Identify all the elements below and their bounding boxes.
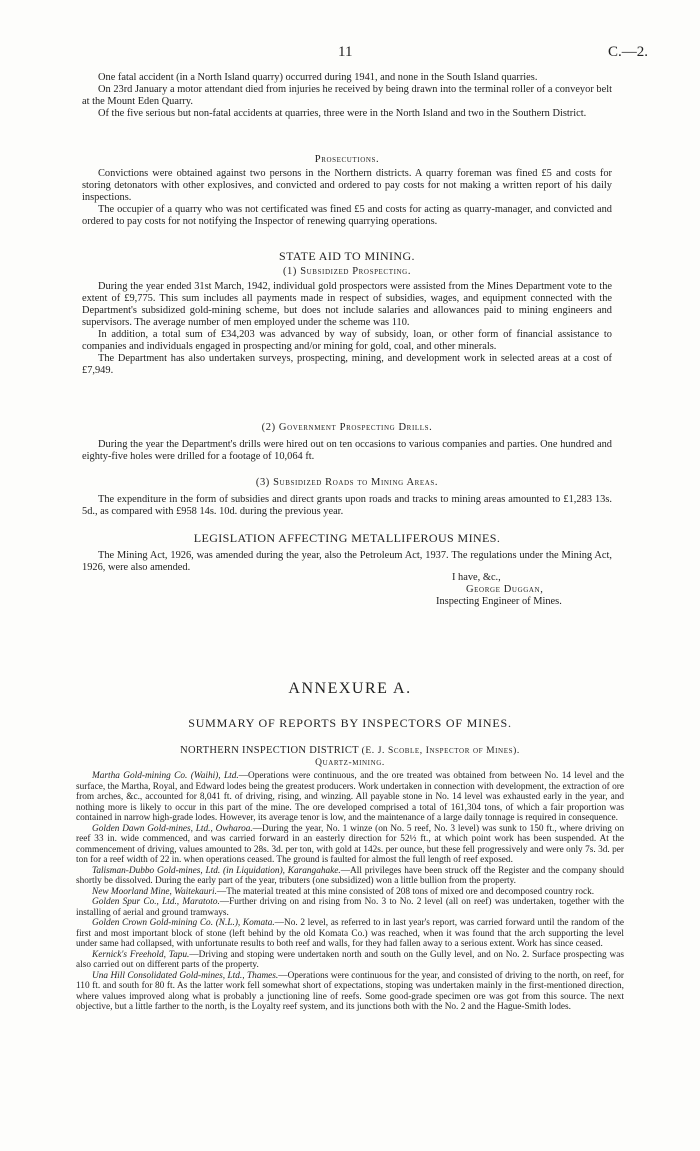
page-header xyxy=(0,44,700,62)
signatory-title: Inspecting Engineer of Mines. xyxy=(436,596,562,607)
entry-text: —Further driving on and rising from No. 3 to No. 2 level (all on reef) was undertaken, together with the installing of aerial and ground tramways. xyxy=(76,897,624,918)
subsidized-roads-section xyxy=(82,477,612,518)
quarry-accidents-section xyxy=(82,72,612,120)
annexure-entry xyxy=(76,866,624,887)
entry-name: Golden Spur Co., Ltd., Maratoto. xyxy=(92,897,220,907)
annexure-entry xyxy=(76,950,624,971)
entry-name: Golden Crown Gold-mining Co. (N.L.), Komata. xyxy=(92,918,275,928)
section-heading: STATE AID TO MINING. xyxy=(279,249,415,263)
entry-text: —All privileges have been struck off the Register and the company should shortly be dissolved. During the early part of the year, tributers (one subsidized) won a little bullion from the property. xyxy=(76,865,624,886)
paragraph: Convictions were obtained against two persons in the Northern districts. A quarry foreman was fined £5 and costs for storing detonators with other explosives, and convicted and ordered to pay costs for not making a written report of his daily inspections. xyxy=(82,168,612,203)
annexure-entry xyxy=(76,918,624,950)
subsection-heading: (1) Subsidized Prospecting. xyxy=(282,266,412,277)
paragraph: During the year the Department's drills were hired out on ten occasions to various companies and parties. One hundred and eighty-five holes were drilled for a footage of 10,064 ft. xyxy=(82,439,612,462)
paragraph: During the year ended 31st March, 1942, individual gold prospectors were assisted from the Mines Department vote to the extent of £9,775. This sum includes all payments made in respect of subsidies, wages, and equipment connected with the Department's subsidized gold-mining scheme, but does not include salaries and allowances paid to mining engineers and supervisors. The average number of men employed under the scheme was 110. xyxy=(82,281,612,328)
annexure-title-block xyxy=(0,680,700,768)
prospecting-drills-section xyxy=(82,422,612,463)
entry-name: Una Hill Consolidated Gold-mines, Ltd., Thames. xyxy=(92,970,279,981)
prosecutions-section xyxy=(82,154,612,228)
paragraph: In addition, a total sum of £34,203 was advanced by way of subsidy, loan, or other form of financial assistance to companies and individuals engaged in prospecting and/or mining for gold, coal, and other minerals. xyxy=(82,329,612,352)
district-inspector: (E. J. Scoble, Inspector of Mines). xyxy=(361,746,520,756)
state-aid-section xyxy=(82,249,612,377)
closing-line: I have, &c., xyxy=(452,572,501,583)
section-heading: Quartz-mining. xyxy=(315,758,385,768)
annexure-entry xyxy=(76,824,624,866)
annexure-entry xyxy=(76,771,624,824)
entry-text: —The material treated at this mine consisted of 208 tons of mixed ore and decomposed country rock. xyxy=(216,886,595,897)
signature-block xyxy=(436,572,636,608)
page-number: 11 xyxy=(338,44,353,60)
paragraph: The Department has also undertaken surveys, prospecting, mining, and development work in selected areas at a cost of £7,949. xyxy=(82,353,612,376)
annexure-title: ANNEXURE A. xyxy=(288,680,412,697)
district-heading xyxy=(0,745,700,756)
subsection-heading: (3) Subsidized Roads to Mining Areas. xyxy=(255,477,439,488)
paragraph: The Mining Act, 1926, was amended during the year, also the Petroleum Act, 1937. The regulations under the Mining Act, 1926, were also amended. xyxy=(82,550,612,573)
paragraph: One fatal accident (in a North Island quarry) occurred during 1941, and none in the South Island quarries. xyxy=(98,72,538,83)
annexure-entries xyxy=(76,771,624,1013)
entry-name: Talisman-Dubbo Gold-mines, Ltd. (in Liquidation), Karangahake. xyxy=(92,865,341,876)
district-name: NORTHERN INSPECTION DISTRICT xyxy=(180,745,359,756)
section-heading: LEGISLATION AFFECTING METALLIFEROUS MINES. xyxy=(193,531,501,545)
subsection-heading: (2) Government Prospecting Drills. xyxy=(261,422,433,433)
section-heading: Prosecutions. xyxy=(314,154,380,165)
entry-text: —Driving and stoping were undertaken north and south on the Gully level, and on No. 2. Surface prospecting was also carried out on different parts of the property. xyxy=(76,949,624,970)
annexure-subtitle: SUMMARY OF REPORTS BY INSPECTORS OF MINES. xyxy=(188,716,512,730)
entry-name: Kernick's Freehold, Tapu. xyxy=(92,949,190,960)
paragraph: Of the five serious but non-fatal accidents at quarries, three were in the North Island and two in the Southern District. xyxy=(98,108,587,119)
entry-name: Martha Gold-mining Co. (Waihi), Ltd. xyxy=(92,771,239,781)
entry-text: —Operations were continuous for the year, and consisted of driving to the north, on reef, for 110 ft. and south for 80 ft. As the latter work fell somewhat short of expectations, stoping was undertaken mainly in the first-mentioned direction, where values improved along what is probably a junctioning line of reefs. Some good-grade specimen ore was got from this source. The next objective, but a little farther to the north, is the Loyalty reef system, and its junctions both with the No. 2 and the Hague-Smith lodes. xyxy=(76,970,625,1012)
entry-text: —Operations were continuous, and the ore treated was obtained from between No. 14 level and the surface, the Martha, Royal, and Edward lodes being the greatest producers. Work undertaken in connection with development, the extraction of ore from arches, &c., accounted for 8,041 ft. of driving, rising, and winzing. All payable stone in No. 14 level was exhausted early in the year, and nothing more is likely to occur in this part of the mine. The ore developed comprised a total of 161,304 tons, of which a fair proportion was contained in narrow high-grade lodes. However, its average tenor is low, and the maintenance of a large daily tonnage is required in consequence. xyxy=(76,771,624,823)
paragraph: On 23rd January a motor attendant died from injuries he received by being drawn into the terminal roller of a conveyor belt at the Mount Eden Quarry. xyxy=(82,84,612,107)
legislation-section xyxy=(82,531,612,574)
annexure-entry xyxy=(76,971,624,1013)
paragraph: The expenditure in the form of subsidies and direct grants upon roads and tracks to mining areas amounted to £1,283 13s. 5d., as compared with £958 14s. 10d. during the previous year. xyxy=(82,494,612,517)
paragraph: The occupier of a quarry who was not certificated was fined £5 and costs for acting as quarry-manager, and convicted and ordered to pay costs for not notifying the Inspector of renewing quarrying operations. xyxy=(82,204,612,227)
annexure-entry xyxy=(76,887,624,898)
annexure-entry xyxy=(76,897,624,918)
entry-text: —No. 2 level, as referred to in last year's report, was carried forward until the random of the first and most important block of stone (left behind by the old Komata Co.) was reached, when it was found that the arch supporting the level under same had collapsed, with unfortunate results to both reef and walls, for they had fallen away to a serious extent. Work has since ceased. xyxy=(76,918,625,949)
document-reference: C.—2. xyxy=(607,44,648,60)
entry-text: —During the year, No. 1 winze (on No. 5 reef, No. 3 level) was sunk to 150 ft., where driving on reef 33 in. wide commenced, and was carried forward in an easterly direction for 52½ ft., at which point work has been suspended. At the commencement of driving, values amounted to 28s. 3d. per ton, with gold at 142s. per ounce, but these fell progressively and were only 7s. 3d. per ton for a reef width of 22 in. when operations ceased. The ground is faulted for almost the full length of reef exposed. xyxy=(76,823,624,865)
entry-name: Golden Dawn Gold-mines, Ltd., Owharoa. xyxy=(92,823,253,834)
signatory-name: George Duggan, xyxy=(466,584,544,595)
entry-name: New Moorland Mine, Waitekauri. xyxy=(92,886,217,897)
